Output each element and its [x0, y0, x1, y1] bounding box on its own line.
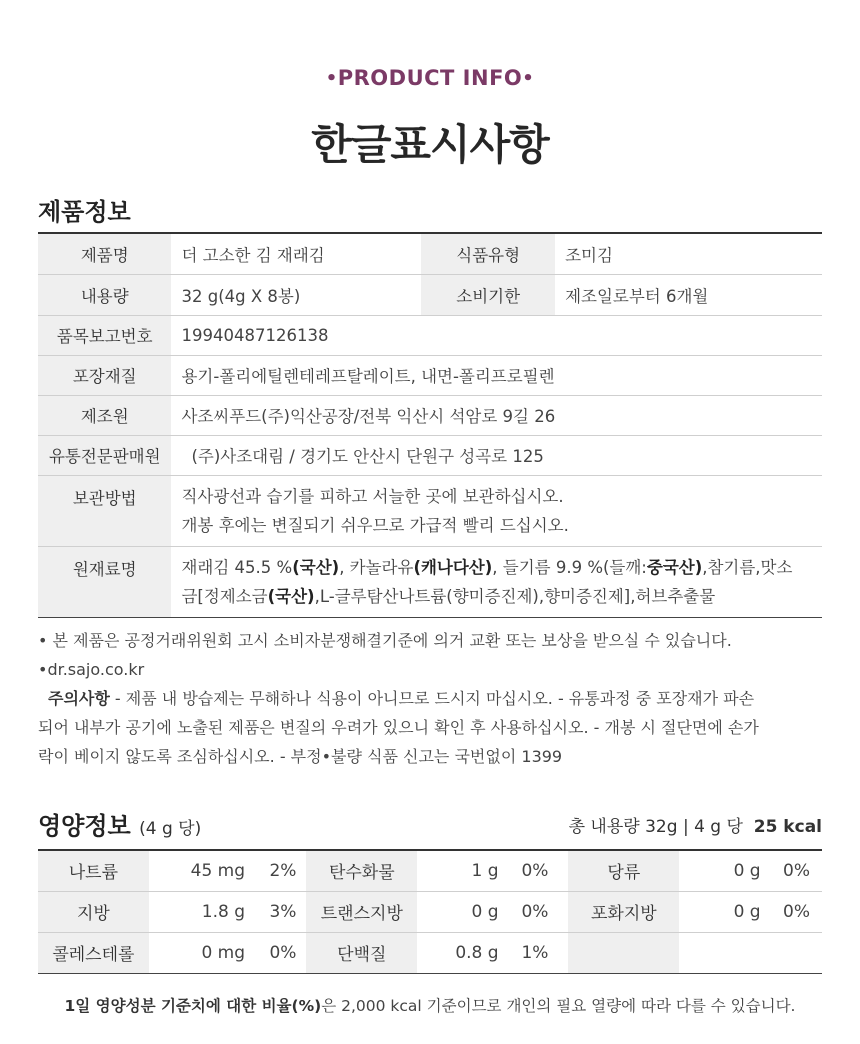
nutrient-name: 트랜스지방: [306, 891, 417, 932]
value-expiry: 제조일로부터 6개월: [555, 274, 822, 315]
caution-line-2: 되어 내부가 공기에 노출된 제품은 변질의 우려가 있으니 확인 후 사용하십시오. - 개봉 시 절단면에 손가: [38, 718, 759, 737]
value-storage: [171, 475, 822, 546]
caution-label: 주의사항: [48, 689, 110, 708]
nutrient-amount: 45 mg: [149, 850, 251, 891]
nutrient-name: 나트륨: [38, 850, 149, 891]
nutrient-pct: 0%: [269, 942, 297, 963]
table-row: [38, 932, 822, 973]
label-product-name: 제품명: [38, 233, 171, 274]
ingredient-salt: 금[정제소금: [181, 586, 268, 606]
ingredient-canola: , 카놀라유: [339, 557, 414, 577]
table-row: [38, 435, 822, 475]
calories: 25 kcal: [753, 817, 822, 837]
value-ingredients: [171, 546, 822, 617]
per-serving: 4 g 당: [694, 817, 743, 837]
label-manufacturer: 제조원: [38, 395, 171, 435]
value-packaging: 용기-폴리에틸렌테레프탈레이트, 내면-폴리프로필렌: [171, 355, 822, 395]
ingredients-line-1: [181, 553, 812, 582]
label-storage: 보관방법: [38, 475, 171, 546]
label-ingredients: 원재료명: [38, 546, 171, 617]
table-row: [38, 315, 822, 355]
label-packaging: 포장재질: [38, 355, 171, 395]
value-manufacturer: 사조씨푸드(주)익산공장/전북 익산시 석암로 9길 26: [171, 395, 822, 435]
ingredients-line-2: [181, 582, 812, 611]
caution-text-1: - 제품 내 방습제는 무해하나 식용이 아니므로 드시지 마십시오. - 유통과정 중 포장재가 파손: [109, 689, 755, 708]
page-title: 한글표시사항: [311, 120, 549, 169]
storage-line-2: 개봉 후에는 변질되기 쉬우므로 가급적 빨리 드십시오.: [181, 515, 569, 535]
nutrient-name: 콜레스테롤: [38, 932, 149, 973]
ingredient-msg: ,L-글루탐산나트륨(향미증진제),향미증진제],허브추출물: [314, 586, 716, 606]
ingredient-seaweed: 재래김 45.5 %: [181, 557, 293, 577]
nutrition-table: [38, 849, 822, 974]
caution-line-1: [38, 684, 828, 713]
table-row: [38, 274, 822, 315]
nutrition-summary: [569, 812, 822, 837]
label-report-no: 품목보고번호: [38, 315, 171, 355]
value-product-name: 더 고소한 김 재래김: [171, 233, 421, 274]
ingredient-perilla: , 들기름 9.9 %(들깨:: [492, 557, 647, 577]
ingredient-sesame: ,참기름,맛소: [702, 557, 793, 577]
nutrient-pct: 0%: [505, 850, 569, 891]
origin-korea-salt: (국산): [267, 586, 315, 606]
nutrient-pct: 0%: [767, 891, 822, 932]
subtitle-text: PRODUCT INFO: [337, 66, 523, 90]
label-food-type: 식품유형: [421, 233, 555, 274]
nutrient-amount: 0 g: [679, 891, 766, 932]
table-row: [38, 395, 822, 435]
nutrient-amount: 0 g: [417, 891, 504, 932]
right-dot: •: [522, 68, 535, 89]
value-report-no: 19940487126138: [171, 315, 822, 355]
nutrient-amount: 0 g: [679, 850, 766, 891]
summary-separator: |: [682, 817, 689, 837]
empty-cell: [568, 932, 679, 973]
nutrient-name: 당류: [568, 850, 679, 891]
notice-line: • 본 제품은 공정거래위원회 고시 소비자분쟁해결기준에 의거 교환 또는 보상을 받으실 수 있습니다.: [38, 631, 732, 650]
label-distributor: 유통전문판매원: [38, 435, 171, 475]
footnote-bold: 1일 영양성분 기준치에 대한 비율(%): [64, 997, 322, 1015]
origin-korea: (국산): [292, 557, 340, 577]
left-dot: •: [325, 68, 338, 89]
label-expiry: 소비기한: [421, 274, 555, 315]
product-info-table: [38, 232, 822, 618]
table-row: [38, 355, 822, 395]
website-line: •dr.sajo.co.kr: [38, 660, 145, 679]
product-info-section-title: 제품정보: [38, 198, 131, 226]
nutrient-pct: 0%: [505, 891, 569, 932]
nutrient-pct: 2%: [251, 850, 306, 891]
table-row: [38, 475, 822, 546]
origin-canada: (캐나다산): [413, 557, 493, 577]
value-food-type: 조미김: [555, 233, 822, 274]
nutrient-amount: 0.8 g: [455, 942, 499, 963]
empty-cell: [767, 932, 822, 973]
nutrient-name: 지방: [38, 891, 149, 932]
storage-line-1: 직사광선과 습기를 피하고 서늘한 곳에 보관하십시오.: [181, 486, 564, 506]
nutrient-pct: 3%: [251, 891, 306, 932]
value-content: 32 g(4g X 8봉): [171, 274, 421, 315]
notes-block: [38, 626, 828, 771]
table-row: [38, 850, 822, 891]
nutrient-pct: 0%: [767, 850, 822, 891]
table-row: [38, 891, 822, 932]
nutrition-per: (4 g 당): [139, 819, 202, 839]
table-row: [38, 233, 822, 274]
nutrient-amount: 1 g: [417, 850, 504, 891]
label-content: 내용량: [38, 274, 171, 315]
nutrient-amount: 0 mg: [201, 942, 246, 963]
nutrition-title-text: 영양정보: [38, 812, 131, 840]
value-distributor: (주)사조대림 / 경기도 안산시 단원구 성곡로 125: [171, 435, 822, 475]
empty-cell: [679, 932, 766, 973]
nutrient-pct: 1%: [521, 942, 549, 963]
nutrient-name: 탄수화물: [306, 850, 417, 891]
table-row: [38, 546, 822, 617]
product-info-subtitle: [0, 66, 860, 90]
nutrient-name: 포화지방: [568, 891, 679, 932]
origin-china: 중국산): [646, 557, 703, 577]
nutrition-title: [38, 806, 201, 841]
footnote-text: 은 2,000 kcal 기준이므로 개인의 필요 열량에 따라 다를 수 있습니다.: [321, 997, 796, 1015]
daily-value-footnote: [0, 994, 860, 1016]
nutrient-name: 단백질: [306, 932, 417, 973]
nutrient-amount: 1.8 g: [149, 891, 251, 932]
total-content: 총 내용량 32g: [568, 817, 678, 837]
caution-line-3: 락이 베이지 않도록 조심하십시오. - 부정•불량 식품 신고는 국번없이 1399: [38, 747, 563, 766]
